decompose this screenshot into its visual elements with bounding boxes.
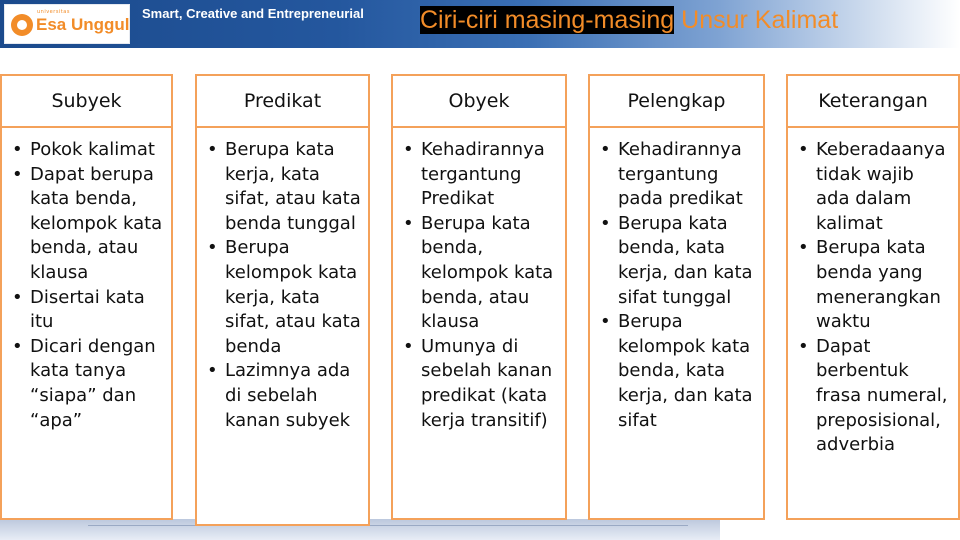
column-keterangan xyxy=(786,74,960,520)
logo-small-text: universitas xyxy=(37,9,70,15)
title-highlight: Ciri-ciri masing-masing xyxy=(420,6,675,34)
logo-mark-icon xyxy=(11,14,33,36)
page-title xyxy=(420,6,838,35)
frame-line xyxy=(88,525,688,526)
column-subyek xyxy=(0,74,173,520)
list-item: • Berupa kelompok kata benda, kata kerja, dan kata sifat xyxy=(598,310,757,433)
list-item: • Berupa kata benda yang menerangkan waktu xyxy=(796,236,952,334)
list-item: • Dapat berbentuk frasa numeral, preposisional, adverbia xyxy=(796,335,952,458)
title-rest: Unsur Kalimat xyxy=(674,6,839,34)
logo-text: Esa Unggul xyxy=(36,15,130,34)
list-item: • Disertai kata itu xyxy=(10,286,165,335)
column-predikat xyxy=(195,74,370,526)
list-item: • Keberadaanya tidak wajib ada dalam kalimat xyxy=(796,138,952,236)
bullet-list xyxy=(10,138,165,433)
list-item: • Lazimnya ada di sebelah kanan subyek xyxy=(205,359,362,433)
list-item: • Dapat berupa kata benda, kelompok kata benda, atau klausa xyxy=(10,163,165,286)
list-item: • Berupa kata kerja, kata sifat, atau kata benda tunggal xyxy=(205,138,362,236)
list-item: • Umunya di sebelah kanan predikat (kata kerja transitif) xyxy=(401,335,559,433)
list-item: • Berupa kelompok kata kerja, kata sifat, atau kata benda xyxy=(205,236,362,359)
column-heading: Subyek xyxy=(2,76,171,128)
column-heading: Pelengkap xyxy=(590,76,763,128)
column-pelengkap xyxy=(588,74,765,520)
list-item: • Kehadirannya tergantung Predikat xyxy=(401,138,559,212)
list-item: • Pokok kalimat xyxy=(10,138,165,163)
slogan: Smart, Creative and Entrepreneurial xyxy=(142,6,364,21)
list-item: • Berupa kata benda, kata kerja, dan kata sifat tunggal xyxy=(598,212,757,310)
bullet-list xyxy=(598,138,757,433)
bullet-list xyxy=(205,138,362,433)
bullet-list xyxy=(401,138,559,433)
list-item: • Kehadirannya tergantung pada predikat xyxy=(598,138,757,212)
list-item: • Dicari dengan kata tanya “siapa” dan “apa” xyxy=(10,335,165,433)
university-logo xyxy=(4,4,130,44)
column-heading: Predikat xyxy=(197,76,368,128)
bullet-list xyxy=(796,138,952,458)
list-item: • Berupa kata benda, kelompok kata benda, atau klausa xyxy=(401,212,559,335)
column-obyek xyxy=(391,74,567,520)
column-heading: Obyek xyxy=(393,76,565,128)
column-heading: Keterangan xyxy=(788,76,958,128)
